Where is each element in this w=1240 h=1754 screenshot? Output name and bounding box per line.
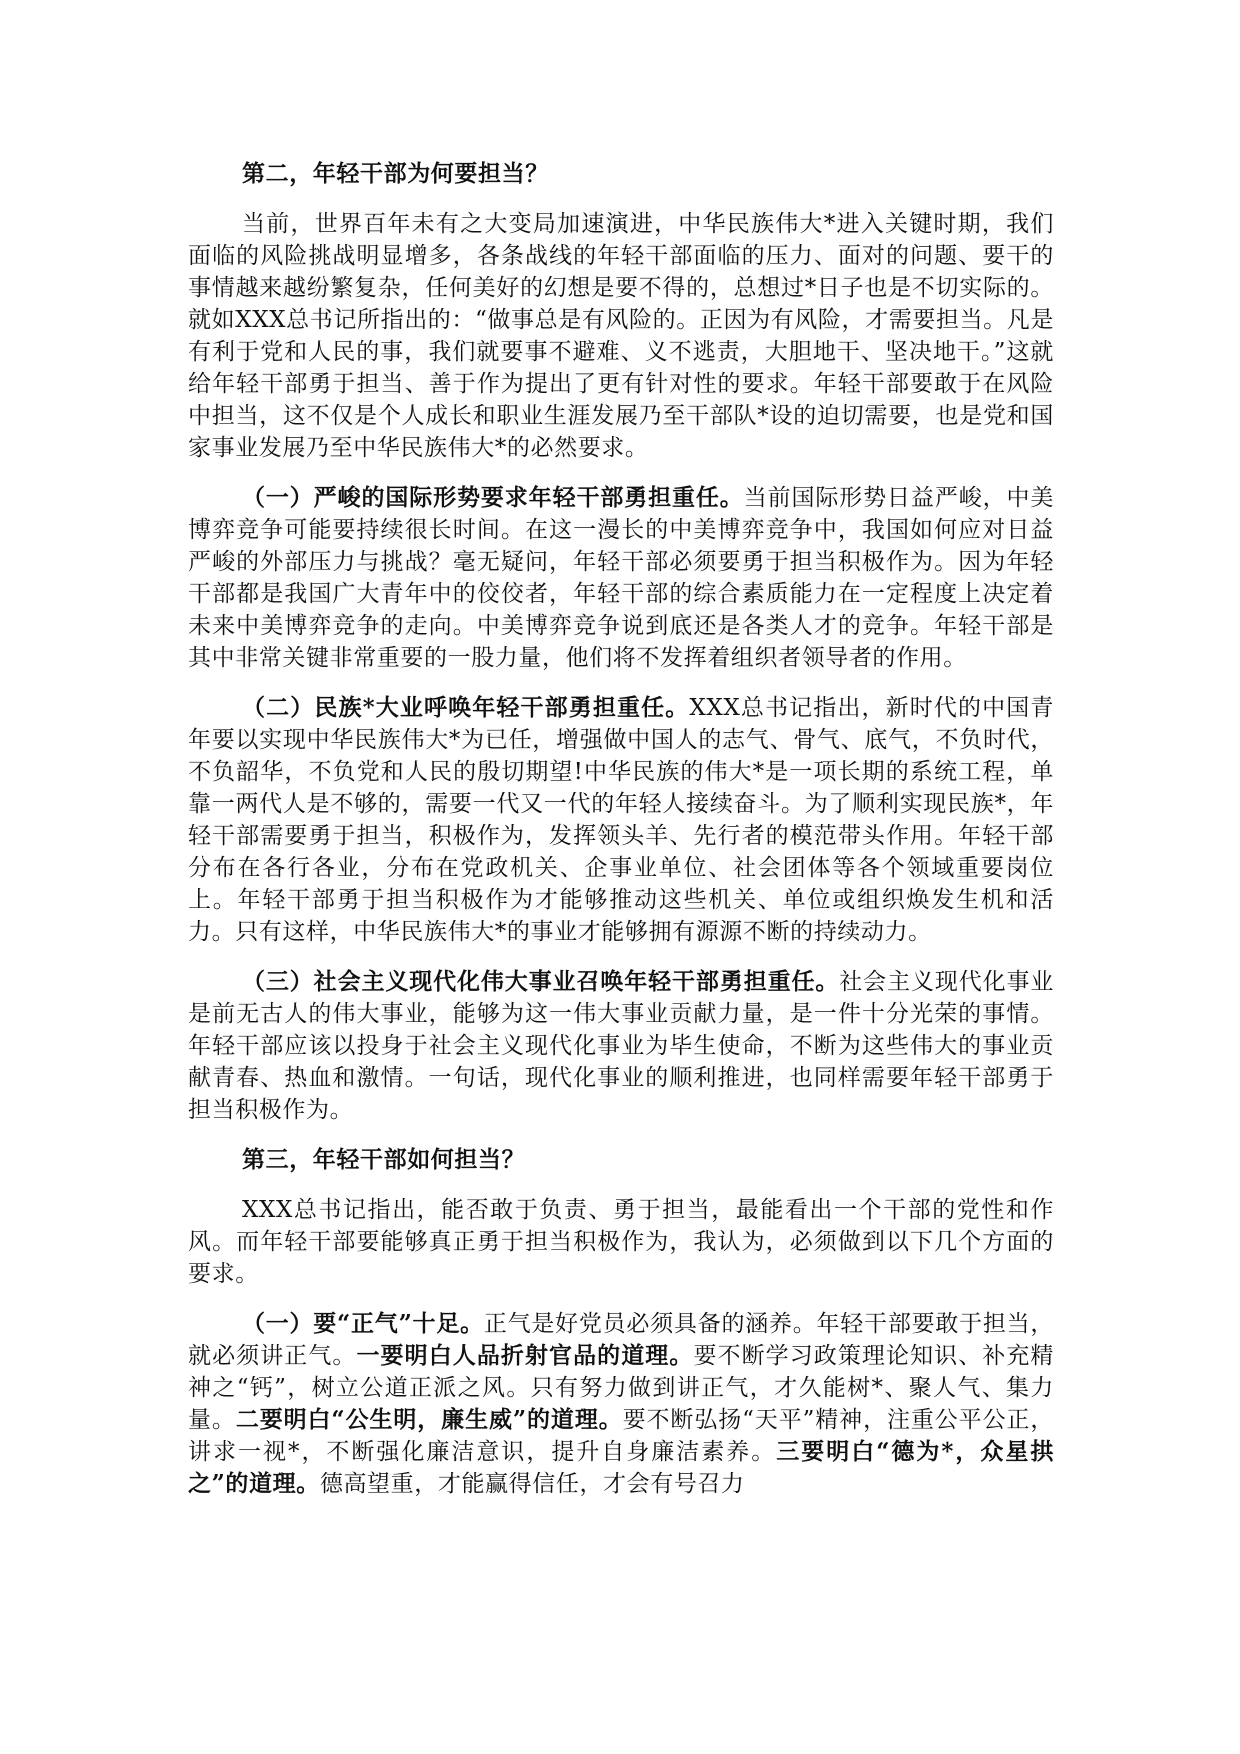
paragraph-text: 要不断学习政策理论知识、补充精神之“钙”，树立公道正派之风。只有努力做到讲正气，才久能树*、聚人气、集力量。: [188, 1343, 1055, 1433]
paragraph-lead: （一）严峻的国际形势要求年轻干部勇担重任。: [242, 484, 744, 511]
paragraph-lead: （二）民族*大业呼唤年轻干部勇担重任。: [242, 694, 690, 721]
paragraph-final: [188, 1308, 1054, 1500]
section-heading-2: 第二，年轻干部为何要担当？: [242, 160, 549, 187]
paragraph-text: 当前国际形势日益严峻，中美博弈竞争可能要持续很长时间。在这一漫长的中美博弈竞争中，我国如何应对日益严峻的外部压力与挑战？毫无疑问，年轻干部必须要勇于担当积极作为。因为年轻干部都是我国广大青年中的佼佼者，年轻干部的综合素质能力在一定程度上决定着未来中美博弈竞争的走向。中美博弈竞争说到底还是各类人才的竞争。年轻干部是其中非常关键非常重要的一股力量，他们将不发挥着组织者领导者的作用。: [188, 485, 1054, 671]
paragraph-lead: （一）要“正气”十足。: [242, 1310, 484, 1337]
paragraph: [188, 208, 1054, 464]
paragraph-text: 要不断弘扬“天平”精神，注重公平公正，讲求一视*，不断强化廉洁意识，提升自身廉洁素养。: [188, 1407, 1054, 1465]
point-heading: 二要明白“公生明，廉生威”的道理。: [235, 1406, 623, 1433]
paragraph-text: 正气是好党员必须具备的涵养。年轻干部要敢于担当，就必须讲正气。: [188, 1311, 1055, 1369]
paragraph: [188, 482, 1054, 674]
paragraph-text: 社会主义现代化事业是前无古人的伟大事业，能够为这一伟大事业贡献力量，是一件十分光荣的事情。年轻干部应该以投身于社会主义现代化事业为毕生使命，不断为这些伟大的事业贡献青春、热血和激情。一句话，现代化事业的顺利推进，也同样需要年轻干部勇于担当积极作为。: [188, 969, 1055, 1123]
paragraph: [188, 1194, 1054, 1290]
paragraph-text: XXX总书记指出，能否敢于负责、勇于担当，最能看出一个干部的党性和作风。而年轻干部要能够真正勇于担当积极作为，我认为，必须做到以下几个方面的要求。: [188, 1197, 1054, 1287]
paragraph-text: XXX总书记指出，新时代的中国青年要以实现中华民族伟大*为已任，增强做中国人的志气、骨气、底气，不负时代，不负韶华，不负党和人民的殷切期望!中华民族的伟大*是一项长期的系统工程，单靠一两代人是不够的，需要一代又一代的年轻人接续奋斗。为了顺利实现民族*，年轻干部需要勇于担当，积极作为，发挥领头羊、先行者的模范带头作用。年轻干部分布在各行各业，分布在党政机关、企事业单位、社会团体等各个领域重要岗位上。年轻干部勇于担当积极作为才能够推动这些机关、单位或组织焕发生机和活力。只有这样，中华民族伟大*的事业才能够拥有源源不断的持续动力。: [188, 695, 1054, 945]
point-heading: 三要明白“德为*，众星拱之”的道理。: [188, 1438, 1054, 1497]
point-heading: 一要明白人品折射官品的道理。: [356, 1342, 694, 1369]
section-heading-3: 第三，年轻干部如何担当？: [242, 1146, 526, 1173]
paragraph-text: 当前，世界百年未有之大变局加速演进，中华民族伟大*进入关键时期，我们面临的风险挑战明显增多，各条战线的年轻干部面临的压力、面对的问题、要干的事情越来越纷繁复杂，任何美好的幻想是要不得的，总想过*日子也是不切实际的。就如XXX总书记所指出的：“做事总是有风险的。正因为有风险，才需要担当。凡是有利于党和人民的事，我们就要事不避难、义不逃责，大胆地干、坚决地干。”这就给年轻干部勇于担当、善于作为提出了更有针对性的要求。年轻干部要敢于在风险中担当，这不仅是个人成长和职业生涯发展乃至干部队*设的迫切需要，也是党和国家事业发展乃至中华民族伟大*的必然要求。: [188, 211, 1054, 461]
paragraph: [188, 966, 1054, 1126]
paragraph: [188, 692, 1054, 948]
document-body: [188, 158, 1054, 1518]
paragraph-lead: （三）社会主义现代化伟大事业召唤年轻干部勇担重任。: [242, 968, 840, 995]
paragraph-text: 德高望重，才能赢得信任，才会有号召力: [319, 1471, 745, 1497]
